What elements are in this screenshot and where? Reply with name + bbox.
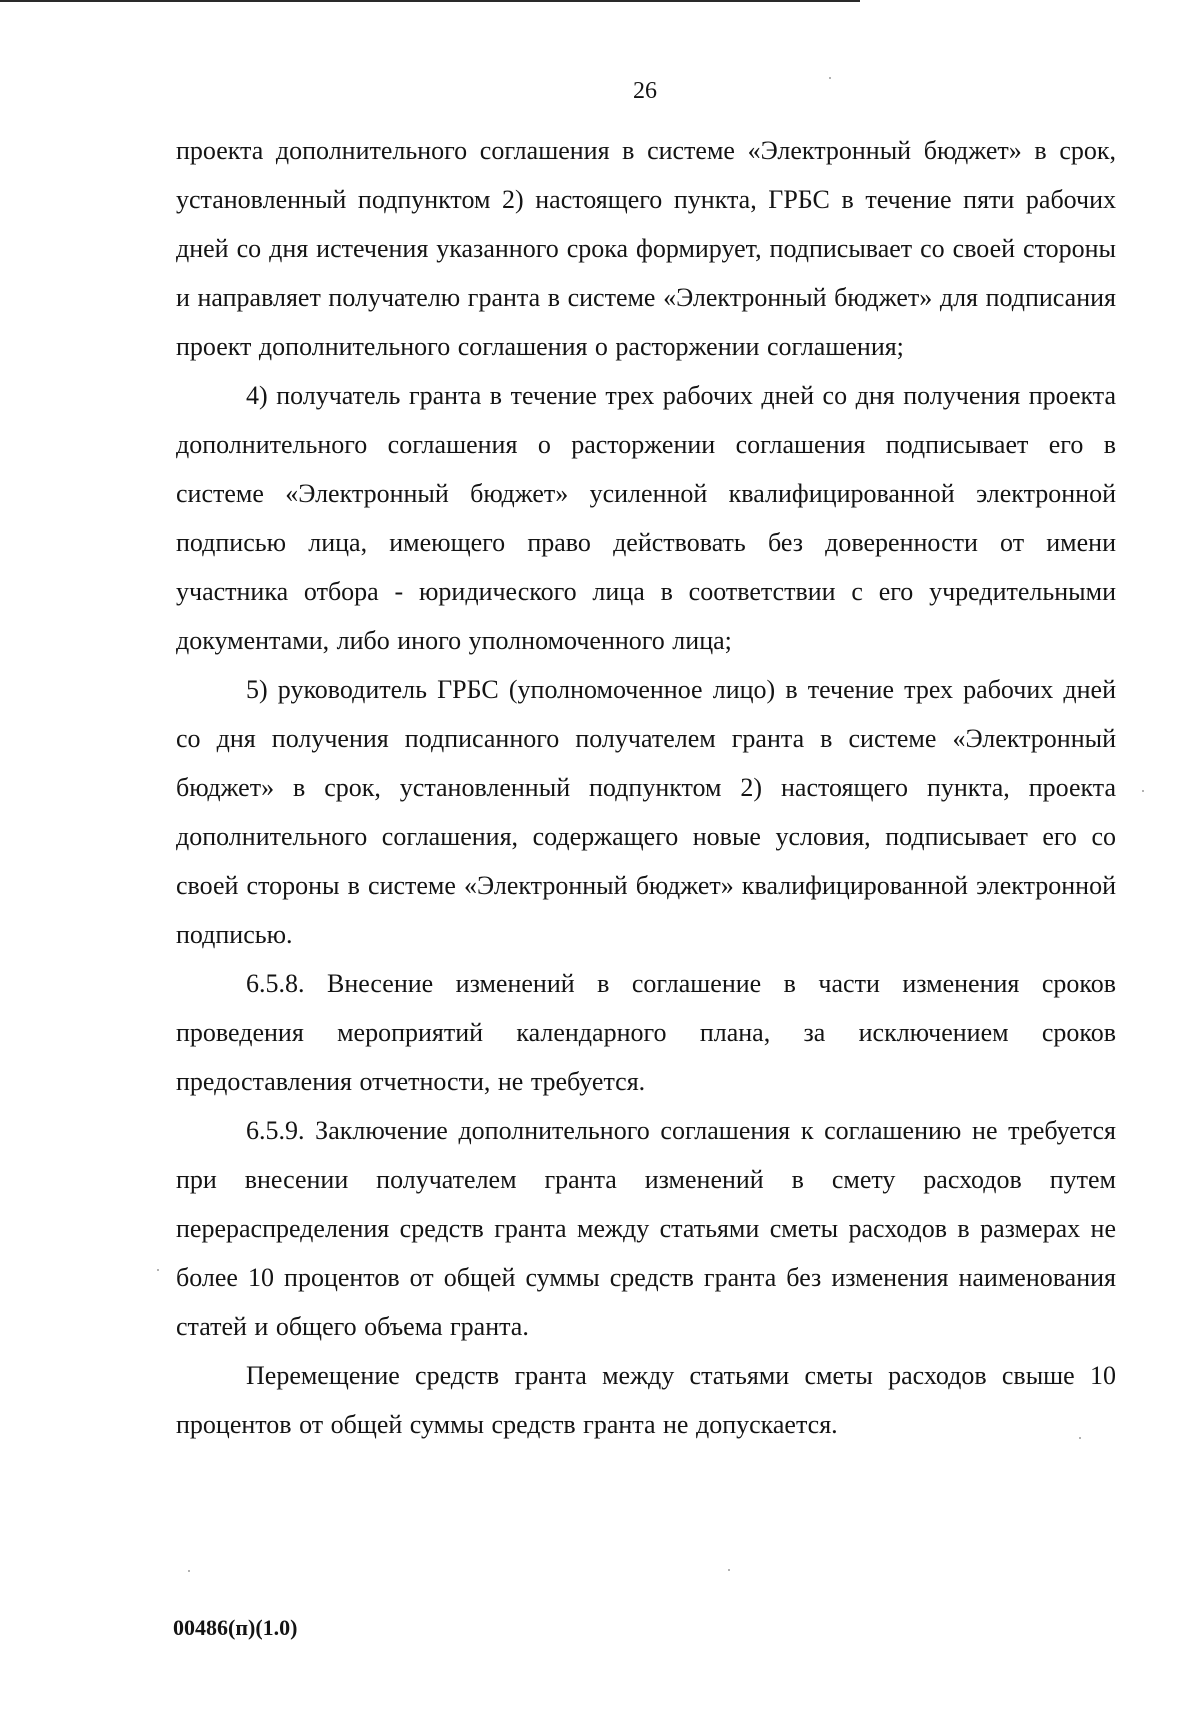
document-body [176, 126, 1116, 1449]
paragraph-6-5-8: 6.5.8. Внесение изменений в соглашение в части изменения сроков проведения мероприятий календарного плана, за исключением сроков предоставления отчетности, не требуется. [176, 969, 1116, 1096]
scan-speck [1142, 790, 1144, 792]
paragraph-6-5-9: 6.5.9. Заключение дополнительного соглашения к соглашению не требуется при внесении получателем гранта изменений в смету расходов путем перераспределения средств гранта между статьями сметы расходов в размерах не более 10 процентов от общей суммы средств гранта без изменения наименования статей и общего объема гранта. [176, 1116, 1116, 1341]
page-number: 26 [633, 78, 657, 104]
scan-speck [829, 77, 831, 79]
document-code: 00486(п)(1.0) [173, 1615, 298, 1640]
scan-speck [728, 1569, 730, 1571]
paragraph-item-5: 5) руководитель ГРБС (уполномоченное лицо) в течение трех рабочих дней со дня получения подписанного получателем гранта в системе «Электронный бюджет» в срок, установленный подпунктом 2) настоящего пункта, проекта дополнительного соглашения, содержащего новые условия, подписывает его со своей стороны в системе «Электронный бюджет» квалифицированной электронной подписью. [176, 675, 1116, 949]
scan-speck [1079, 1437, 1081, 1439]
paragraph-continuation: проекта дополнительного соглашения в системе «Электронный бюджет» в срок, установленный подпунктом 2) настоящего пункта, ГРБС в течение пяти рабочих дней со дня истечения указанного срока формирует, подписывает со своей стороны и направляет получателю гранта в системе «Электронный бюджет» для подписания проект дополнительного соглашения о расторжении соглашения; [176, 136, 1116, 361]
top-border-line [0, 0, 860, 2]
scan-speck [188, 1570, 190, 1572]
scan-speck [157, 1269, 159, 1271]
paragraph-transfer-limit: Перемещение средств гранта между статьями сметы расходов свыше 10 процентов от общей суммы средств гранта не допускается. [176, 1361, 1116, 1439]
paragraph-item-4: 4) получатель гранта в течение трех рабочих дней со дня получения проекта дополнительного соглашения о расторжении соглашения подписывает его в системе «Электронный бюджет» усиленной квалифицированной электронной подписью лица, имеющего право действовать без доверенности от имени участника отбора - юридического лица в соответствии с его учредительными документами, либо иного уполномоченного лица; [176, 381, 1116, 655]
